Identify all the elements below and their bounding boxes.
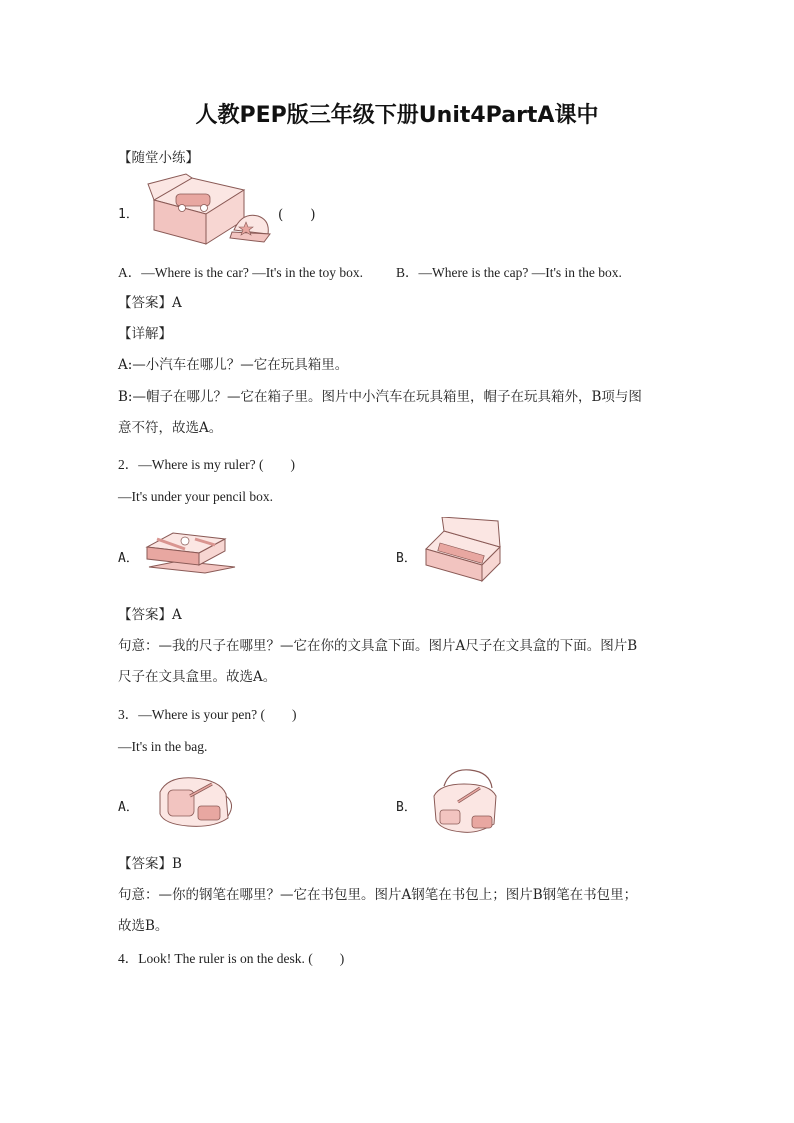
q3-explanation-line: 句意：—你的钢笔在哪里？—它在书包里。图片A钢笔在书包上；图片B钢笔在书包里；: [118, 887, 638, 903]
q1-number: 1．: [118, 207, 139, 222]
q2-option-b-label: B．: [396, 551, 417, 566]
section-heading: 【随堂小练】: [118, 150, 199, 166]
pen-in-bag-picture: [428, 766, 502, 838]
q3-question: 3．—Where is your pen? ( ): [118, 707, 297, 722]
q1-detail-heading: 【详解】: [118, 326, 172, 342]
pen-on-bag-picture: [154, 772, 238, 832]
q1-option-b: B．—Where is the cap? —It's in the box.: [396, 265, 622, 280]
ruler-under-pencil-box-picture: [145, 527, 237, 579]
q2-explanation-line: 尺子在文具盒里。故选A。: [118, 669, 277, 685]
q3-answer: 【答案】B: [118, 856, 182, 872]
page-title: 人教PEP版三年级下册Unit4PartA课中: [195, 103, 599, 128]
q2-answer: 【答案】A: [118, 607, 182, 623]
q1-answer: 【答案】A: [118, 295, 182, 311]
q4-question: 4．Look! The ruler is on the desk. ( ): [118, 951, 345, 966]
ruler-in-pencil-box-picture: [424, 517, 502, 589]
q1-option-a: A．—Where is the car? —It's in the toy box.: [118, 265, 363, 280]
q3-answer-line: —It's in the bag.: [118, 739, 208, 754]
q2-explanation-line: 句意：—我的尺子在哪里？—它在你的文具盒下面。图片A尺子在文具盒的下面。图片B: [118, 638, 638, 654]
q1-answer-paren: ( ): [278, 207, 316, 223]
q1-detail-line: B:—帽子在哪儿？—它在箱子里。图片中小汽车在玩具箱里，帽子在玩具箱外，B项与图: [118, 389, 642, 405]
q2-option-a-label: A．: [118, 551, 139, 566]
toy-box-and-cap-picture: [146, 172, 272, 248]
q2-answer-line: —It's under your pencil box.: [118, 489, 274, 504]
q3-explanation-line: 故选B。: [118, 918, 169, 934]
q1-detail-line: 意不符，故选A。: [118, 420, 223, 436]
q3-option-a-label: A．: [118, 800, 139, 815]
q2-question: 2．—Where is my ruler? ( ): [118, 457, 295, 472]
q3-option-b-label: B．: [396, 800, 417, 815]
q1-detail-line: A:—小汽车在哪儿？—它在玩具箱里。: [118, 357, 349, 373]
